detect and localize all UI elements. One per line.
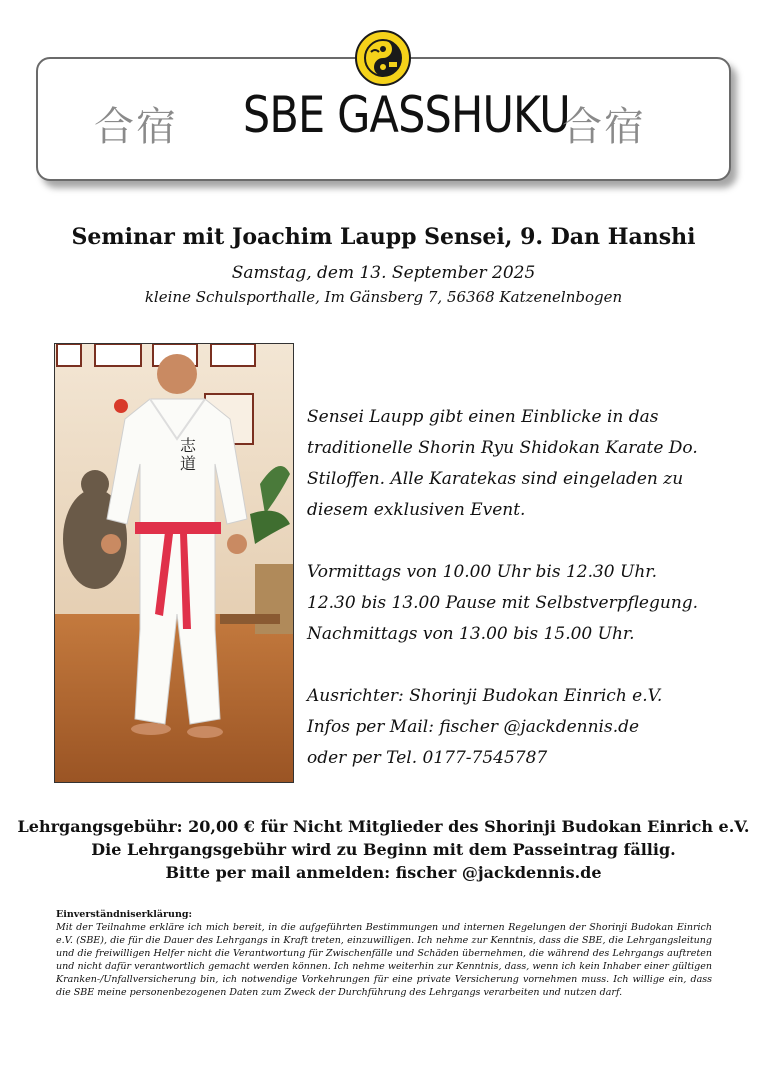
contact-line: oder per Tel. 0177-7545787 — [307, 748, 548, 768]
contact-line: Infos per Mail: fischer @jackdennis.de — [307, 717, 640, 737]
contact-line: Ausrichter: Shorinji Budokan Einrich e.V. — [307, 686, 663, 706]
intro-line: Stiloffen. Alle Karatekas sind eingeladen zu — [307, 469, 684, 489]
page-title: SBE GASSHUKU — [242, 86, 570, 144]
consent-block — [56, 908, 712, 999]
fee-payment-line: Die Lehrgangsgebühr wird zu Beginn mit dem Passeintrag fällig. — [91, 840, 676, 859]
schedule-line: Nachmittags von 13.00 bis 15.00 Uhr. — [307, 624, 635, 644]
schedule-line: Vormittags von 10.00 Uhr bis 12.30 Uhr. — [307, 562, 657, 582]
schedule-line: 12.30 bis 13.00 Pause mit Selbstverpflegung. — [307, 593, 699, 613]
gi-kanji: 志道 — [180, 436, 197, 473]
kanji-gasshuku-right: 合宿 — [562, 104, 646, 150]
registration-line: Bitte per mail anmelden: fischer @jackdennis.de — [165, 863, 602, 882]
event-date: Samstag, dem 13. September 2025 — [231, 263, 536, 283]
fee-line: Lehrgangsgebühr: 20,00 € für Nicht Mitglieder des Shorinji Budokan Einrich e.V. — [17, 817, 750, 836]
event-venue: kleine Schulsporthalle, Im Gänsberg 7, 56368 Katzenelnbogen — [144, 288, 623, 306]
intro-line: diesem exklusiven Event. — [307, 500, 526, 520]
intro-line: traditionelle Shorin Ryu Shidokan Karate Do. — [307, 438, 698, 458]
kanji-gasshuku-left: 合宿 — [94, 104, 178, 150]
sensei-photo — [54, 343, 294, 783]
event-heading: Seminar mit Joachim Laupp Sensei, 9. Dan Hanshi — [71, 224, 696, 250]
sbe-yin-yang-logo-icon — [355, 30, 411, 86]
event-description — [307, 402, 747, 774]
consent-text: Mit der Teilnahme erkläre ich mich bereit, in die aufgeführten Bestimmungen und internen Regelungen der Shorinji Budokan Einrich e.V. (SBE), die für die Dauer des Lehrgangs in Kraft treten, einzuwilligen. Ich nehme zur Kenntnis, dass die SBE, die Lehrgangsleitung und die freiwilligen Helfer nicht die Verantwortung für Zwischenfälle und Schäden übernehmen, die während des Lehrgangs auftreten und nicht dafür verantwortlich gemacht werden können. Ich nehme weiterhin zur Kenntnis, dass, wenn ich kein Inhaber einer gültigen Kranken-/Unfallversicherung bin, ich notwendige Vorkehrungen für eine private Versicherung vornehmen muss. Ich willige ein, dass die SBE meine personenbezogenen Daten zum Zweck der Durchführung des Lehrgangs verarbeiten und nutzen darf. — [56, 922, 712, 998]
consent-title: Einverständniserklärung: — [56, 909, 192, 920]
intro-line: Sensei Laupp gibt einen Einblicke in das — [307, 407, 659, 427]
fees-block — [0, 815, 767, 884]
